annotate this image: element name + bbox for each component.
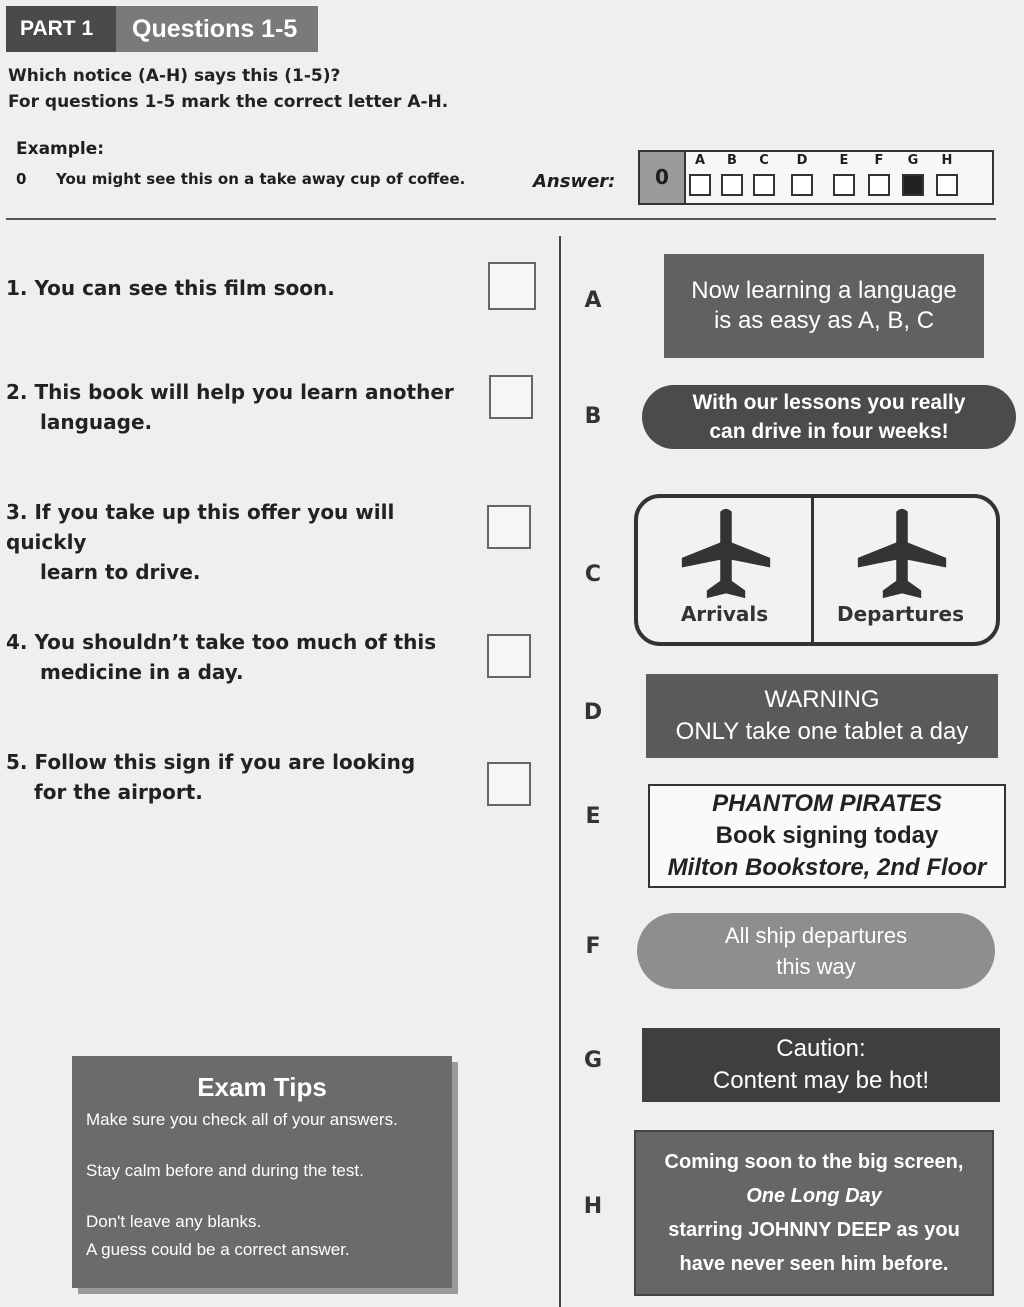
question-2 bbox=[6, 377, 476, 437]
questions-range-label: Questions 1-5 bbox=[116, 6, 318, 52]
exam-tips-box bbox=[72, 1056, 452, 1288]
question-2-answer-box[interactable] bbox=[489, 375, 533, 419]
instruction-line-1: Which notice (A-H) says this (1-5)? bbox=[8, 66, 341, 86]
exam-tip-2: Stay calm before and during the test. bbox=[86, 1161, 364, 1180]
question-3-answer-box[interactable] bbox=[487, 505, 531, 549]
answer-checkbox-h bbox=[936, 174, 958, 196]
notice-b bbox=[642, 385, 1016, 449]
question-4-text-line2: medicine in a day. bbox=[40, 660, 244, 684]
answer-checkbox-g-selected bbox=[902, 174, 924, 196]
answer-option-g: G bbox=[901, 152, 925, 196]
notice-h-line4: have never seen him before. bbox=[679, 1253, 949, 1275]
exam-tip-4: A guess could be a correct answer. bbox=[86, 1240, 350, 1259]
notice-f bbox=[637, 913, 995, 989]
example-question bbox=[16, 170, 465, 188]
notice-letter-g: G bbox=[583, 1048, 603, 1073]
question-1-text: 1. You can see this film soon. bbox=[6, 276, 335, 300]
answer-checkbox-a bbox=[689, 174, 711, 196]
answer-checkbox-f bbox=[868, 174, 890, 196]
question-4-answer-box[interactable] bbox=[487, 634, 531, 678]
airplane-departures-icon bbox=[854, 506, 950, 602]
question-1 bbox=[6, 273, 476, 303]
question-4 bbox=[6, 627, 476, 687]
notice-h-line3: starring JOHNNY DEEP as you bbox=[668, 1219, 960, 1241]
example-number: 0 bbox=[16, 170, 27, 188]
question-3 bbox=[6, 497, 476, 587]
exam-tip-3: Don't leave any blanks. bbox=[86, 1212, 262, 1231]
question-2-text-line1: 2. This book will help you learn another bbox=[6, 380, 454, 404]
notice-letter-d: D bbox=[583, 700, 603, 725]
answer-option-c: C bbox=[752, 152, 776, 196]
example-label: Example: bbox=[16, 139, 105, 159]
answer-option-h: H bbox=[935, 152, 959, 196]
notice-g-line1: Caution: bbox=[776, 1035, 866, 1062]
notice-e-line1: PHANTOM PIRATES bbox=[712, 790, 942, 817]
answer-option-e: E bbox=[832, 152, 856, 196]
notice-g bbox=[642, 1028, 1000, 1102]
answer-zero: 0 bbox=[640, 152, 686, 203]
answer-option-d: D bbox=[790, 152, 814, 196]
notice-letter-h: H bbox=[583, 1194, 603, 1219]
answer-checkbox-e bbox=[833, 174, 855, 196]
question-3-text-line1: 3. If you take up this offer you will quickly bbox=[6, 500, 395, 554]
answer-checkbox-d bbox=[791, 174, 813, 196]
example-text: You might see this on a take away cup of coffee. bbox=[56, 170, 466, 188]
notice-letter-b: B bbox=[584, 404, 602, 429]
notice-letter-e: E bbox=[585, 804, 601, 829]
notice-h-line2: One Long Day bbox=[746, 1185, 882, 1207]
question-2-text-line2: language. bbox=[40, 410, 153, 434]
notice-b-line1: With our lessons you really bbox=[692, 391, 966, 414]
notice-d-line1: WARNING bbox=[764, 686, 880, 713]
notice-a-line2: is as easy as A, B, C bbox=[713, 307, 935, 334]
notice-d bbox=[646, 674, 998, 758]
notice-f-line1: All ship departures bbox=[724, 923, 908, 948]
notice-a bbox=[664, 254, 984, 358]
question-5-answer-box[interactable] bbox=[487, 762, 531, 806]
question-5-text-line1: 5. Follow this sign if you are looking bbox=[6, 750, 416, 774]
notice-h bbox=[634, 1130, 994, 1296]
notice-e-line2: Book signing today bbox=[715, 822, 939, 849]
answer-label: Answer: bbox=[533, 171, 616, 192]
answer-option-b: B bbox=[720, 152, 744, 196]
arrivals-label: Arrivals bbox=[680, 602, 769, 626]
notice-c-airport-sign bbox=[634, 494, 1000, 646]
example-answer-grid bbox=[638, 150, 994, 205]
notice-a-line1: Now learning a language bbox=[691, 277, 957, 304]
notice-d-line2: ONLY take one tablet a day bbox=[675, 718, 969, 745]
notice-e-line3: Milton Bookstore, 2nd Floor bbox=[667, 854, 987, 881]
column-divider bbox=[559, 236, 561, 1307]
notice-h-line1: Coming soon to the big screen, bbox=[664, 1151, 964, 1173]
notice-e bbox=[648, 784, 1006, 888]
notice-letter-f: F bbox=[585, 934, 601, 959]
part-label: PART 1 bbox=[20, 17, 94, 40]
answer-checkbox-c bbox=[753, 174, 775, 196]
question-5-text-line2: for the airport. bbox=[34, 780, 203, 804]
notice-letter-c: C bbox=[584, 562, 602, 587]
answer-option-f: F bbox=[867, 152, 891, 196]
header-divider bbox=[6, 218, 996, 220]
departures-label: Departures bbox=[837, 602, 964, 626]
question-5 bbox=[6, 747, 476, 807]
question-3-text-line2: learn to drive. bbox=[40, 560, 201, 584]
question-1-answer-box[interactable] bbox=[488, 262, 536, 310]
departures-panel bbox=[814, 498, 987, 642]
part-header bbox=[6, 6, 318, 52]
answer-option-a: A bbox=[688, 152, 712, 196]
notice-b-line2: can drive in four weeks! bbox=[709, 420, 949, 443]
notice-g-line2: Content may be hot! bbox=[712, 1067, 930, 1094]
question-4-text-line1: 4. You shouldn’t take too much of this bbox=[6, 630, 437, 654]
notice-f-line2: this way bbox=[776, 954, 856, 979]
notice-letter-a: A bbox=[584, 288, 602, 313]
answer-checkbox-b bbox=[721, 174, 743, 196]
instruction-line-2: For questions 1-5 mark the correct letter A-H. bbox=[8, 92, 449, 112]
airplane-arrivals-icon bbox=[678, 506, 774, 602]
exam-tips-title: Exam Tips bbox=[197, 1072, 327, 1102]
exam-tip-1: Make sure you check all of your answers. bbox=[86, 1110, 398, 1129]
arrivals-panel bbox=[638, 498, 811, 642]
